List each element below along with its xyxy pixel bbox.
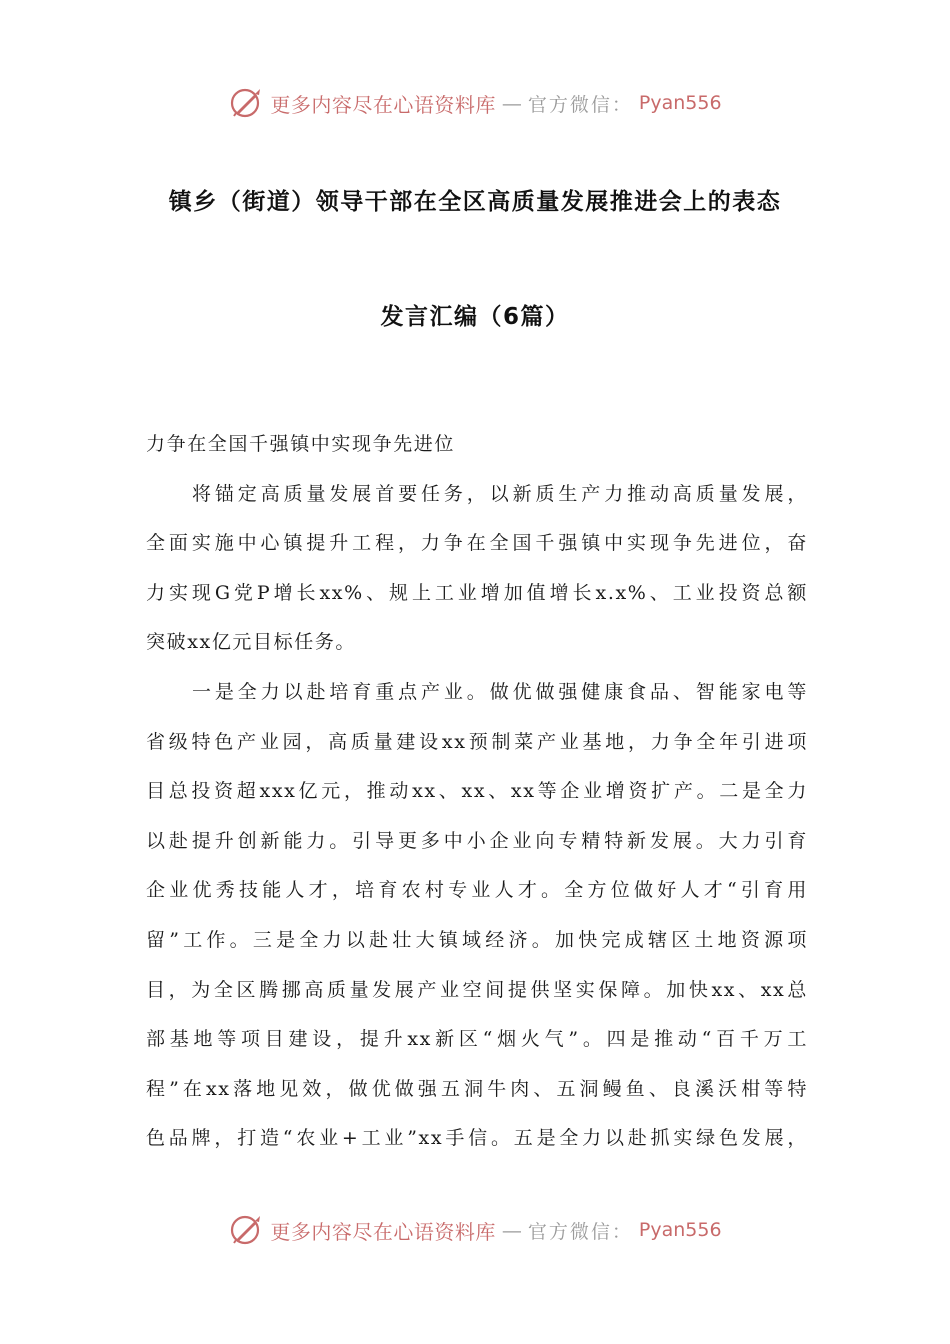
body-line: 一是全力以赴培育重点产业。做优做强健康食品、智能家电等 <box>192 680 808 703</box>
banner-wechat-id: Pyan556 <box>638 1219 722 1241</box>
footer-watermark-banner <box>0 1210 950 1250</box>
body-line: 目，为全区腾挪高质量发展产业空间提供坚实保障。加快xx、xx总 <box>146 978 808 1001</box>
document-title-line2: 发言汇编（6篇） <box>380 304 570 330</box>
body-line: 突破xx亿元目标任务。 <box>146 631 357 654</box>
section-heading: 力争在全国千强镇中实现争先进位 <box>146 433 456 455</box>
banner-separator: — <box>501 91 522 115</box>
banner-text: 更多内容尽在心语资料库 <box>270 1219 496 1244</box>
quill-pen-logo-icon <box>228 85 264 121</box>
header-watermark-banner <box>0 83 950 123</box>
banner-wechat-label: 官方微信： <box>527 1220 633 1243</box>
body-line: 目总投资超xxx亿元，推动xx、xx、xx等企业增资扩产。二是全力 <box>146 780 808 803</box>
body-line: 企业优秀技能人才，培育农村专业人才。全方位做好人才“引育用 <box>146 879 808 902</box>
body-line: 色品牌，打造“农业+工业”xx手信。五是全力以赴抓实绿色发展， <box>146 1127 808 1150</box>
document-body <box>146 420 808 1164</box>
body-line: 程”在xx落地见效，做优做强五洞牛肉、五洞鳗鱼、良溪沃柑等特 <box>146 1077 808 1100</box>
quill-pen-logo-icon <box>228 1212 264 1248</box>
banner-wechat-id: Pyan556 <box>638 92 722 114</box>
body-line: 力实现G党P增长xx%、规上工业增加值增长x.x%、工业投资总额 <box>146 581 808 604</box>
body-line: 以赴提升创新能力。引导更多中小企业向专精特新发展。大力引育 <box>146 829 808 852</box>
body-line: 留”工作。三是全力以赴壮大镇域经济。加快完成辖区土地资源项 <box>146 928 808 951</box>
body-line: 全面实施中心镇提升工程，力争在全国千强镇中实现争先进位，奋 <box>146 532 808 555</box>
body-line: 部基地等项目建设，提升xx新区“烟火气”。四是推动“百千万工 <box>146 1028 808 1051</box>
body-line: 省级特色产业园，高质量建设xx预制菜产业基地，力争全年引进项 <box>146 730 808 753</box>
banner-text: 更多内容尽在心语资料库 <box>270 92 496 117</box>
banner-separator: — <box>501 1218 522 1242</box>
document-title-line1: 镇乡（街道）领导干部在全区高质量发展推进会上的表态 <box>168 189 782 215</box>
body-line: 将锚定高质量发展首要任务，以新质生产力推动高质量发展， <box>192 482 808 505</box>
banner-wechat-label: 官方微信： <box>527 93 633 116</box>
